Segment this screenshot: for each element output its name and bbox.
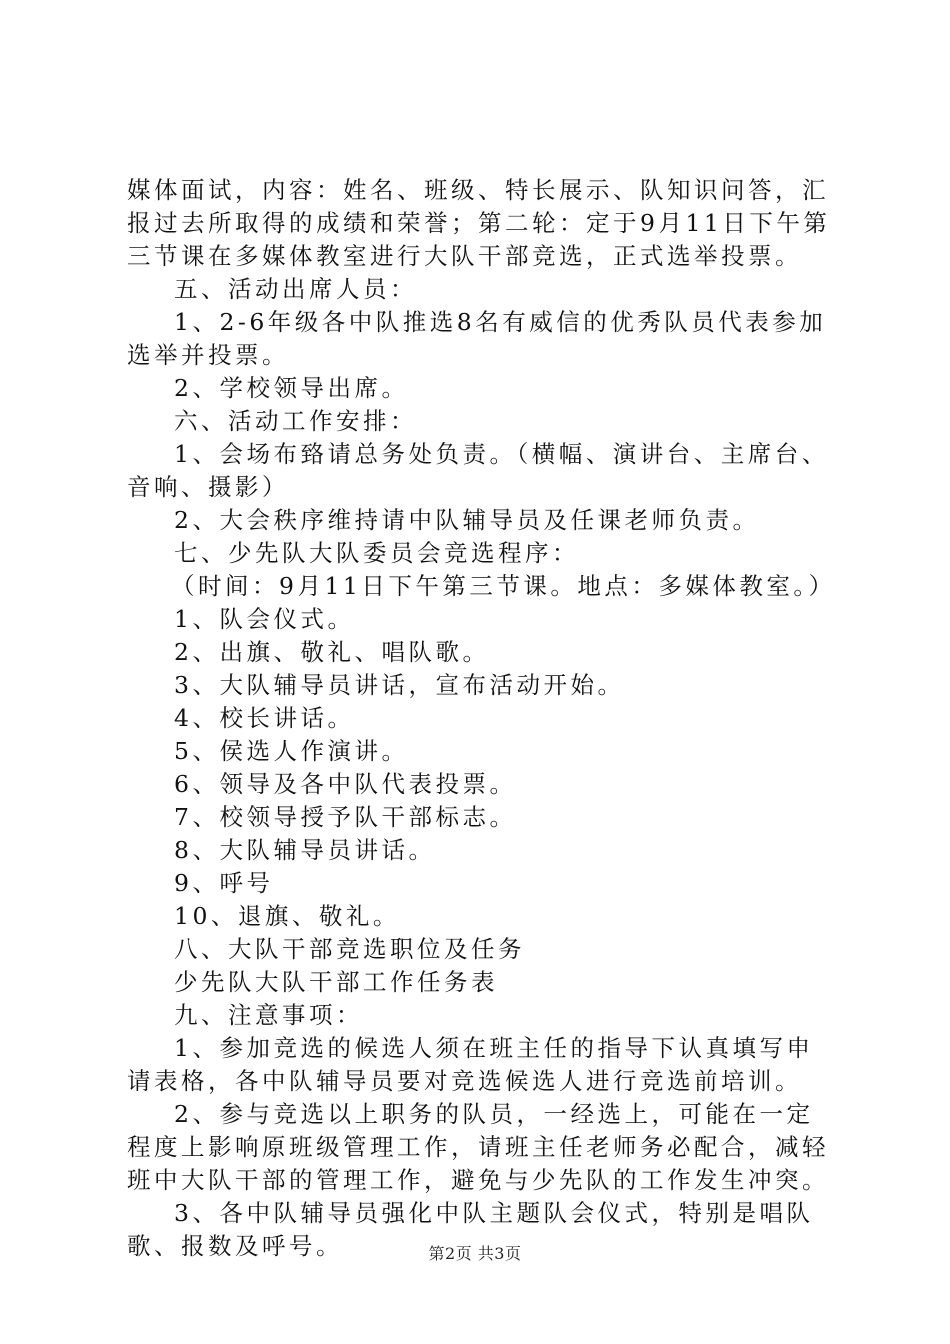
section-heading-9: 九、注意事项： [174,1001,363,1029]
list-item: 4、校长讲话。 [174,704,355,732]
list-item: 7、校领导授予队干部标志。 [174,803,517,831]
list-item: 3、大队辅导员讲话，宣布活动开始。 [174,671,625,699]
paragraph: 1、会场布臵请总务处负责。（横幅、演讲台、主席台、音响、摄影） [127,440,829,501]
list-item: 6、领导及各中队代表投票。 [174,770,517,798]
paragraph: 少先队大队干部工作任务表 [174,968,498,996]
list-item: 9、呼号 [174,869,274,897]
paragraph: 2、参与竞选以上职务的队员，一经选上，可能在一定程度上影响原班级管理工作，请班主任老师务必配合，减轻班中大队干部的管理工作，避免与少先队的工作发生冲突。 [127,1100,829,1194]
section-heading-5: 五、活动出席人员： [174,275,417,303]
section-heading-6: 六、活动工作安排： [174,407,417,435]
paragraph: 2、大会秩序维持请中队辅导员及任课老师负责。 [174,506,760,534]
list-item: 10、退旗、敬礼。 [174,902,400,930]
paragraph: 媒体面试，内容：姓名、班级、特长展示、队知识问答，汇报过去所取得的成绩和荣誉；第二轮：定于9月11日下午第三节课在多媒体教室进行大队干部竞选，正式选举投票。 [127,176,831,270]
paragraph: 3、各中队辅导员强化中队主题队会仪式，特别是唱队歌、报数及呼号。 [127,1199,814,1260]
list-item: 5、侯选人作演讲。 [174,737,409,765]
paragraph: 1、2-6年级各中队推选8名有威信的优秀队员代表参加选举并投票。 [127,308,827,369]
list-item: 2、出旗、敬礼、唱队歌。 [174,638,490,666]
paragraph: 1、参加竞选的候选人须在班主任的指导下认真填写申请表格，各中队辅导员要对竞选候选人进行竞选前培训。 [127,1034,814,1095]
list-item: 8、大队辅导员讲话。 [174,836,436,864]
section-heading-8: 八、大队干部竞选职位及任务 [174,935,525,963]
paragraph: （时间：9月11日下午第三节课。地点：多媒体教室。） [171,572,836,600]
section-heading-7: 七、少先队大队委员会竞选程序： [174,539,579,567]
list-item: 1、队会仪式。 [174,605,355,633]
paragraph: 2、学校领导出席。 [174,374,409,402]
page-footer: 第2页 共3页 [428,1244,522,1263]
document-body [127,174,836,1263]
